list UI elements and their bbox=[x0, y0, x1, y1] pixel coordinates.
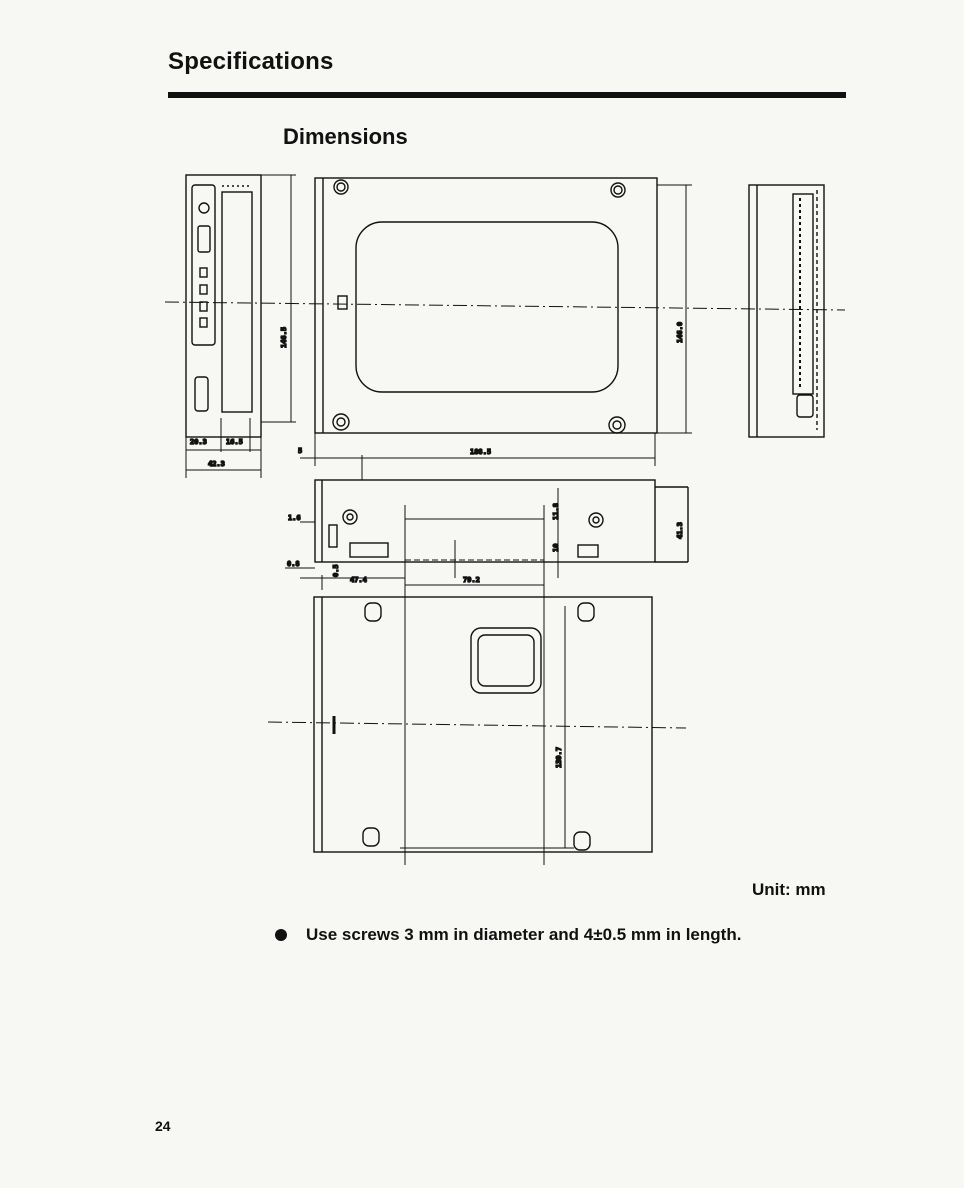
bullet-icon bbox=[275, 929, 287, 941]
dim-label-side-offset-a: 1.6 bbox=[288, 514, 301, 522]
dim-label-front-total-width: 42.3 bbox=[208, 460, 225, 468]
page-number: 24 bbox=[155, 1118, 171, 1134]
dim-label-front-width-b: 16.5 bbox=[226, 438, 243, 446]
screw-note bbox=[275, 925, 741, 945]
dim-label-side-small-b: 10 bbox=[552, 543, 560, 552]
dim-label-front-height: 146.5 bbox=[280, 326, 288, 348]
bottom-view bbox=[314, 597, 652, 852]
unit-note: Unit: mm bbox=[752, 880, 826, 899]
dim-label-side-hole-a: 47.4 bbox=[350, 576, 367, 584]
front-side-view bbox=[285, 455, 688, 865]
centerline-lower bbox=[268, 722, 686, 728]
screw-note-text: Use screws 3 mm in diameter and 4±0.5 mm in length. bbox=[306, 925, 742, 944]
dim-label-side-hole-b: 79.2 bbox=[463, 576, 480, 584]
dim-label-bottom-hole-span: 139.7 bbox=[555, 746, 563, 768]
right-side-view bbox=[749, 185, 824, 437]
dim-label-top-length: 188.5 bbox=[470, 448, 492, 456]
dim-label-side-offset-b: 0.8 bbox=[287, 560, 300, 568]
dim-label-top-width: 146.0 bbox=[676, 321, 684, 343]
dim-label-front-width-a: 20.3 bbox=[190, 438, 207, 446]
dim-label-side-small-a: 11.8 bbox=[552, 503, 560, 520]
dim-label-side-offset-c: 0.5 bbox=[332, 564, 340, 577]
section-title: Specifications bbox=[168, 48, 334, 75]
dim-label-side-height: 41.3 bbox=[676, 522, 684, 539]
front-view bbox=[186, 175, 296, 478]
dim-label-front-offset: 5 bbox=[298, 447, 303, 455]
subsection-title: Dimensions bbox=[283, 124, 408, 149]
centerline-upper bbox=[165, 302, 845, 310]
top-view bbox=[300, 178, 692, 466]
